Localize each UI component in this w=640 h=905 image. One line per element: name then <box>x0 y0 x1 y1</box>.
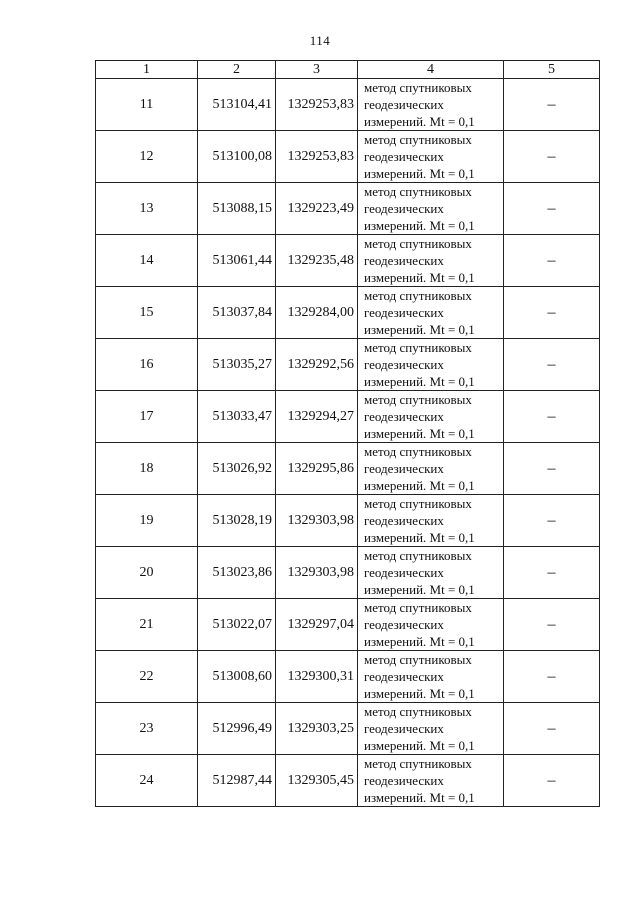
method-text-line: метод спутниковых <box>364 340 472 355</box>
y-coordinate-cell: 1329253,83 <box>276 131 358 183</box>
method-text-line: геодезических <box>364 721 444 736</box>
method-text-line: метод спутниковых <box>364 444 472 459</box>
method-cell <box>358 755 504 807</box>
x-coordinate-cell: 513035,27 <box>198 339 276 391</box>
y-coordinate-cell: 1329253,83 <box>276 79 358 131</box>
method-text-line: измерений. Mt = 0,1 <box>364 166 475 181</box>
method-cell <box>358 391 504 443</box>
note-cell: – <box>504 131 600 183</box>
method-text-line: геодезических <box>364 357 444 372</box>
method-text-line: метод спутниковых <box>364 704 472 719</box>
table-row <box>96 391 600 443</box>
point-number-cell: 20 <box>96 547 198 599</box>
note-cell: – <box>504 391 600 443</box>
method-cell <box>358 443 504 495</box>
method-text-line: геодезических <box>364 149 444 164</box>
method-cell <box>358 599 504 651</box>
y-coordinate-cell: 1329235,48 <box>276 235 358 287</box>
method-cell <box>358 339 504 391</box>
table-header <box>96 61 600 79</box>
x-coordinate-cell: 513022,07 <box>198 599 276 651</box>
method-text-line: измерений. Mt = 0,1 <box>364 114 475 129</box>
y-coordinate-cell: 1329292,56 <box>276 339 358 391</box>
x-coordinate-cell: 513037,84 <box>198 287 276 339</box>
table-row <box>96 339 600 391</box>
method-cell <box>358 651 504 703</box>
table-row <box>96 183 600 235</box>
note-cell: – <box>504 79 600 131</box>
y-coordinate-cell: 1329303,98 <box>276 547 358 599</box>
method-text-line: метод спутниковых <box>364 548 472 563</box>
method-text-line: метод спутниковых <box>364 756 472 771</box>
note-cell: – <box>504 599 600 651</box>
table-body <box>96 79 600 807</box>
coordinates-table <box>95 60 600 807</box>
method-text-line: измерений. Mt = 0,1 <box>364 634 475 649</box>
method-text-line: метод спутниковых <box>364 132 472 147</box>
y-coordinate-cell: 1329300,31 <box>276 651 358 703</box>
y-coordinate-cell: 1329297,04 <box>276 599 358 651</box>
header-col-3: 3 <box>276 61 358 79</box>
x-coordinate-cell: 513023,86 <box>198 547 276 599</box>
point-number-cell: 11 <box>96 79 198 131</box>
table-row <box>96 547 600 599</box>
method-text-line: измерений. Mt = 0,1 <box>364 478 475 493</box>
point-number-cell: 17 <box>96 391 198 443</box>
method-cell <box>358 235 504 287</box>
x-coordinate-cell: 513028,19 <box>198 495 276 547</box>
table-row <box>96 755 600 807</box>
header-col-4: 4 <box>358 61 504 79</box>
point-number-cell: 16 <box>96 339 198 391</box>
method-cell <box>358 547 504 599</box>
method-text-line: геодезических <box>364 617 444 632</box>
note-cell: – <box>504 183 600 235</box>
note-cell: – <box>504 547 600 599</box>
method-text-line: метод спутниковых <box>364 288 472 303</box>
method-text-line: геодезических <box>364 461 444 476</box>
method-text-line: геодезических <box>364 97 444 112</box>
header-row <box>96 61 600 79</box>
note-cell: – <box>504 287 600 339</box>
method-text-line: измерений. Mt = 0,1 <box>364 686 475 701</box>
header-col-5: 5 <box>504 61 600 79</box>
point-number-cell: 23 <box>96 703 198 755</box>
method-text-line: геодезических <box>364 201 444 216</box>
x-coordinate-cell: 513104,41 <box>198 79 276 131</box>
x-coordinate-cell: 513088,15 <box>198 183 276 235</box>
x-coordinate-cell: 512987,44 <box>198 755 276 807</box>
point-number-cell: 14 <box>96 235 198 287</box>
method-text-line: геодезических <box>364 773 444 788</box>
method-cell <box>358 79 504 131</box>
point-number-cell: 12 <box>96 131 198 183</box>
x-coordinate-cell: 512996,49 <box>198 703 276 755</box>
note-cell: – <box>504 495 600 547</box>
table-row <box>96 287 600 339</box>
x-coordinate-cell: 513008,60 <box>198 651 276 703</box>
method-text-line: метод спутниковых <box>364 236 472 251</box>
method-cell <box>358 131 504 183</box>
method-text-line: измерений. Mt = 0,1 <box>364 322 475 337</box>
table-row <box>96 131 600 183</box>
header-col-2: 2 <box>198 61 276 79</box>
method-text-line: геодезических <box>364 253 444 268</box>
point-number-cell: 13 <box>96 183 198 235</box>
note-cell: – <box>504 339 600 391</box>
point-number-cell: 22 <box>96 651 198 703</box>
y-coordinate-cell: 1329284,00 <box>276 287 358 339</box>
method-text-line: измерений. Mt = 0,1 <box>364 790 475 805</box>
method-text-line: геодезических <box>364 409 444 424</box>
y-coordinate-cell: 1329303,25 <box>276 703 358 755</box>
y-coordinate-cell: 1329305,45 <box>276 755 358 807</box>
table-row <box>96 79 600 131</box>
method-text-line: геодезических <box>364 669 444 684</box>
note-cell: – <box>504 755 600 807</box>
method-text-line: измерений. Mt = 0,1 <box>364 426 475 441</box>
method-text-line: измерений. Mt = 0,1 <box>364 582 475 597</box>
x-coordinate-cell: 513100,08 <box>198 131 276 183</box>
x-coordinate-cell: 513026,92 <box>198 443 276 495</box>
method-text-line: метод спутниковых <box>364 652 472 667</box>
method-text-line: измерений. Mt = 0,1 <box>364 270 475 285</box>
table-row <box>96 703 600 755</box>
note-cell: – <box>504 703 600 755</box>
method-text-line: геодезических <box>364 305 444 320</box>
table-row <box>96 599 600 651</box>
point-number-cell: 15 <box>96 287 198 339</box>
point-number-cell: 19 <box>96 495 198 547</box>
method-cell <box>358 287 504 339</box>
method-text-line: измерений. Mt = 0,1 <box>364 738 475 753</box>
point-number-cell: 24 <box>96 755 198 807</box>
page-number: 114 <box>309 33 331 48</box>
x-coordinate-cell: 513061,44 <box>198 235 276 287</box>
point-number-cell: 21 <box>96 599 198 651</box>
method-text-line: метод спутниковых <box>364 184 472 199</box>
point-number-cell: 18 <box>96 443 198 495</box>
method-text-line: геодезических <box>364 565 444 580</box>
note-cell: – <box>504 443 600 495</box>
table-row <box>96 443 600 495</box>
x-coordinate-cell: 513033,47 <box>198 391 276 443</box>
method-text-line: метод спутниковых <box>364 392 472 407</box>
method-text-line: измерений. Mt = 0,1 <box>364 374 475 389</box>
method-text-line: геодезических <box>364 513 444 528</box>
table-row <box>96 235 600 287</box>
method-text-line: измерений. Mt = 0,1 <box>364 530 475 545</box>
note-cell: – <box>504 651 600 703</box>
table-row <box>96 651 600 703</box>
method-cell <box>358 495 504 547</box>
method-cell <box>358 703 504 755</box>
y-coordinate-cell: 1329295,86 <box>276 443 358 495</box>
y-coordinate-cell: 1329223,49 <box>276 183 358 235</box>
method-text-line: метод спутниковых <box>364 600 472 615</box>
method-text-line: метод спутниковых <box>364 80 472 95</box>
y-coordinate-cell: 1329303,98 <box>276 495 358 547</box>
y-coordinate-cell: 1329294,27 <box>276 391 358 443</box>
note-cell: – <box>504 235 600 287</box>
method-cell <box>358 183 504 235</box>
header-col-1: 1 <box>96 61 198 79</box>
method-text-line: метод спутниковых <box>364 496 472 511</box>
table-row <box>96 495 600 547</box>
method-text-line: измерений. Mt = 0,1 <box>364 218 475 233</box>
